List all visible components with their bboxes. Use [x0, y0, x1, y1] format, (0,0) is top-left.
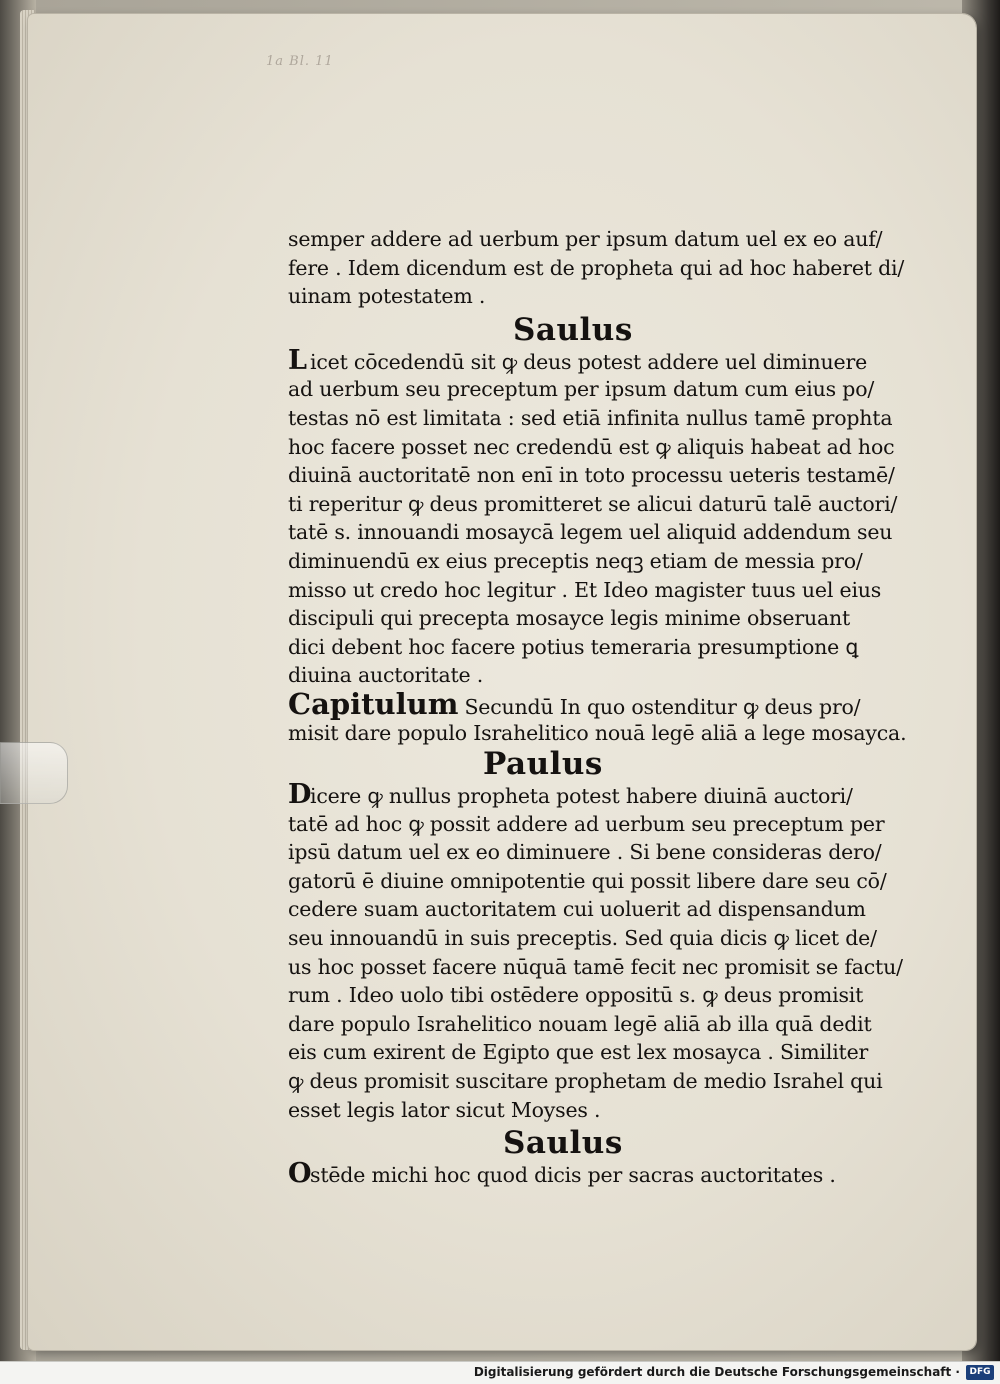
initial-letter: L — [288, 344, 307, 376]
text-line — [288, 719, 907, 748]
text-line — [288, 1010, 872, 1039]
text-line — [288, 254, 905, 283]
text-line — [288, 981, 864, 1010]
line-text: esset legis lator sicut Moyses . — [288, 1097, 601, 1122]
line-text: gatorū ē diuine omnipotentie qui possit libere dare seu cō/ — [288, 868, 887, 893]
line-text: uinam potestatem . — [288, 284, 486, 309]
text-line — [288, 779, 853, 811]
line-text: stēde michi hoc quod dicis per sacras auctoritates . — [310, 1163, 836, 1188]
text-line — [288, 810, 885, 839]
line-text: tatē ad hoc ꝙ possit addere ad uerbum seu preceptum per — [288, 811, 885, 836]
line-text: seu innouandū in suis preceptis. Sed quia dicis ꝙ licet de/ — [288, 926, 877, 951]
line-text: discipuli qui precepta mosayce legis minime obseruant — [288, 606, 851, 631]
pencil-note: 1a Bl. 11 — [266, 54, 334, 69]
dfg-logo: DFG — [966, 1365, 994, 1380]
chapter-text: Secundū In quo ostenditur ꝙ deus pro/ — [464, 694, 861, 719]
text-line — [288, 282, 848, 311]
text-line — [288, 1160, 848, 1189]
initial-letter: D — [288, 779, 312, 811]
text-line — [288, 490, 898, 519]
line-text: hoc facere posset nec credendū est ꝙ aliquis habeat ad hoc — [288, 434, 895, 459]
text-line — [288, 924, 877, 953]
line-text: cedere suam auctoritatem cui uoluerit ad dispensandum — [288, 897, 866, 922]
text-line — [288, 953, 903, 982]
line-text: diuinā auctoritatē non enī in toto processu ueteris testamē/ — [288, 463, 895, 488]
text-line — [288, 547, 863, 576]
incunable-text-block — [288, 225, 907, 1190]
line-text: dare populo Israhelitico nouam legē aliā ab illa quā dedit — [288, 1011, 872, 1036]
line-text: icet cōcedendū sit ꝙ deus potest addere uel diminuere — [310, 349, 868, 374]
line-text: us hoc posset facere nūquā tamē fecit nec promisit se factu/ — [288, 954, 903, 979]
text-line — [288, 576, 882, 605]
line-text: icere ꝙ nullus propheta potest habere diuinā auctori/ — [310, 784, 853, 809]
text-line — [288, 225, 883, 254]
text-line — [288, 518, 893, 547]
line-text: rum . Ideo uolo tibi ostēdere oppositū s. ꝙ deus promisit — [288, 983, 864, 1008]
line-text: ad uerbum seu preceptum per ipsum datum cum eius po/ — [288, 377, 875, 402]
footer-bar — [0, 1361, 1000, 1384]
line-text: fere . Idem dicendum est de propheta qui ad hoc haberet di/ — [288, 255, 905, 280]
line-text: diminuendū ex eius preceptis neqꝫ etiam de messia pro/ — [288, 548, 863, 573]
speaker-heading: Paulus — [483, 746, 603, 783]
line-text: ti reperitur ꝙ deus promitteret se alicui daturū talē auctori/ — [288, 491, 898, 516]
text-line — [288, 838, 882, 867]
text-line — [288, 604, 851, 633]
text-line — [288, 1067, 883, 1096]
text-line — [288, 895, 866, 924]
text-line — [288, 661, 848, 690]
line-text: diuina auctoritate . — [288, 663, 484, 688]
line-text: misit dare populo Israhelitico nouā legē aliā a lege mosayca. — [288, 720, 907, 745]
line-text: testas nō est limitata : sed etiā infinita nullus tamē prophta — [288, 405, 893, 430]
text-line — [288, 1096, 848, 1125]
text-line — [288, 1038, 869, 1067]
line-text: ipsū datum uel ex eo diminuere . Si bene consideras dero/ — [288, 840, 882, 865]
speaker-heading: Saulus — [513, 311, 633, 348]
line-text: eis cum exirent de Egipto que est lex mosayca . Similiter — [288, 1040, 869, 1065]
text-line — [288, 461, 895, 490]
speaker-heading: Saulus — [503, 1125, 623, 1162]
text-line — [288, 633, 859, 662]
line-text: ꝙ deus promisit suscitare prophetam de medio Israhel qui — [288, 1069, 883, 1094]
text-line — [288, 433, 895, 462]
page-clip — [0, 742, 68, 804]
funding-notice: Digitalisierung gefördert durch die Deutsche Forschungsgemeinschaft · — [473, 1365, 960, 1379]
line-text: semper addere ad uerbum per ipsum datum uel ex eo auf/ — [288, 227, 883, 251]
text-line — [288, 867, 887, 896]
line-text: tatē s. innouandi mosaycā legem uel aliquid addendum seu — [288, 520, 893, 545]
chapter-heading: Capitulum — [288, 686, 459, 721]
text-line — [288, 375, 875, 404]
chapter-line — [288, 686, 861, 721]
initial-letter: O — [288, 1158, 312, 1190]
line-text: dici debent hoc facere potius temeraria presumptione ꝗ — [288, 634, 859, 659]
text-line — [288, 404, 893, 433]
text-line — [288, 344, 868, 376]
line-text: misso ut credo hoc legitur . Et Ideo magister tuus uel eius — [288, 577, 882, 602]
